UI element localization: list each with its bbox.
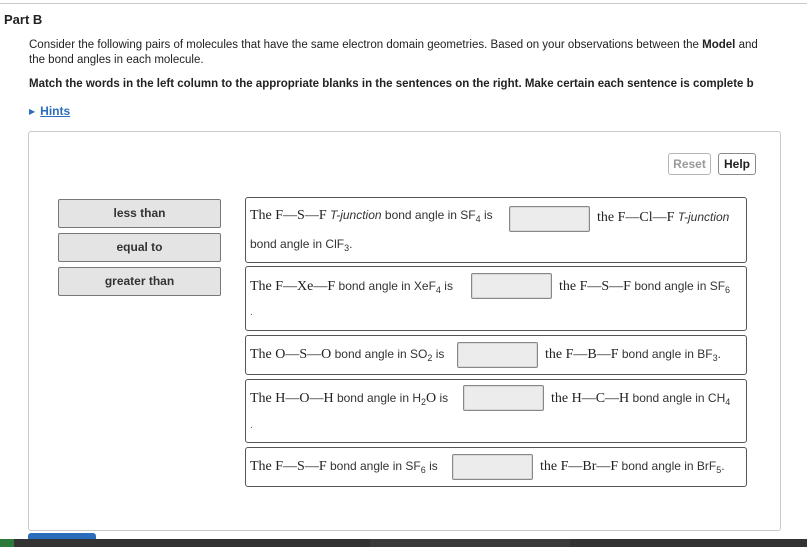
sentence-2-period: . <box>250 307 253 318</box>
sentence-2-line-1: The F—Xe—F bond angle in XeF$_4$ is <box>250 279 453 295</box>
choice-equal-to[interactable]: equal to <box>58 233 221 262</box>
reset-button[interactable]: Reset <box>668 153 711 175</box>
intro-text: Consider the following pairs of molecules that have the same electron domain geometries. Based on your observations between the Model and the bond angles in each molecule. <box>29 39 758 66</box>
choice-less-than[interactable]: less than <box>58 199 221 228</box>
blank-5[interactable] <box>452 454 533 480</box>
sentence-5-line-1: The F—S—F bond angle in $SF_6$ is <box>250 459 438 475</box>
instruction-text: Match the words in the left column to the appropriate blanks in the sentences on the right. Make certain each sentence is complete b <box>29 78 754 90</box>
sentence-4-period: . <box>250 420 253 431</box>
bottom-bar-accent <box>0 539 14 547</box>
blank-1[interactable] <box>509 206 590 232</box>
sentence-4-line-1: The H—O—H bond angle in $H_2O$ is <box>250 391 449 407</box>
sentence-3-line-1: The O—S—O bond angle in $SO_2$ is <box>250 347 445 363</box>
sentence-4 <box>245 379 747 443</box>
choice-greater-than[interactable]: greater than <box>58 267 221 296</box>
sentence-2-post: the F—S—F bond angle in $SF_6$ <box>559 279 731 295</box>
caret-right-icon: ▶ <box>29 107 36 116</box>
sentence-2 <box>245 266 747 331</box>
hints-link[interactable]: Hints <box>40 104 71 118</box>
blank-3[interactable] <box>457 342 538 368</box>
blank-4[interactable] <box>463 385 544 411</box>
part-title: Part B <box>4 12 43 27</box>
sentence-5-post: the F—Br—F bond angle in BrF$_5$. <box>540 459 725 475</box>
sentence-4-post: the H—C—H bond angle in $CH_4$ <box>551 391 731 407</box>
hints-toggle[interactable] <box>29 104 70 118</box>
sentence-3-post: the F—B—F bond angle in $BF_3$. <box>545 347 721 363</box>
top-divider <box>0 3 807 4</box>
bottom-bar <box>0 539 807 547</box>
blank-2[interactable] <box>471 273 552 299</box>
sentence-1 <box>245 197 747 263</box>
sentence-1-post: the F—Cl—F T-junction <box>597 210 730 225</box>
sentence-1-line-2: bond angle in ClF$_3$. <box>250 237 353 253</box>
help-button[interactable]: Help <box>718 153 756 175</box>
bottom-bar-segment <box>370 539 570 547</box>
sentence-3 <box>245 335 747 375</box>
sentence-1-line-1: The F—S—F T-junction bond angle in $SF_4$ is <box>250 208 493 224</box>
sentence-5 <box>245 447 747 487</box>
